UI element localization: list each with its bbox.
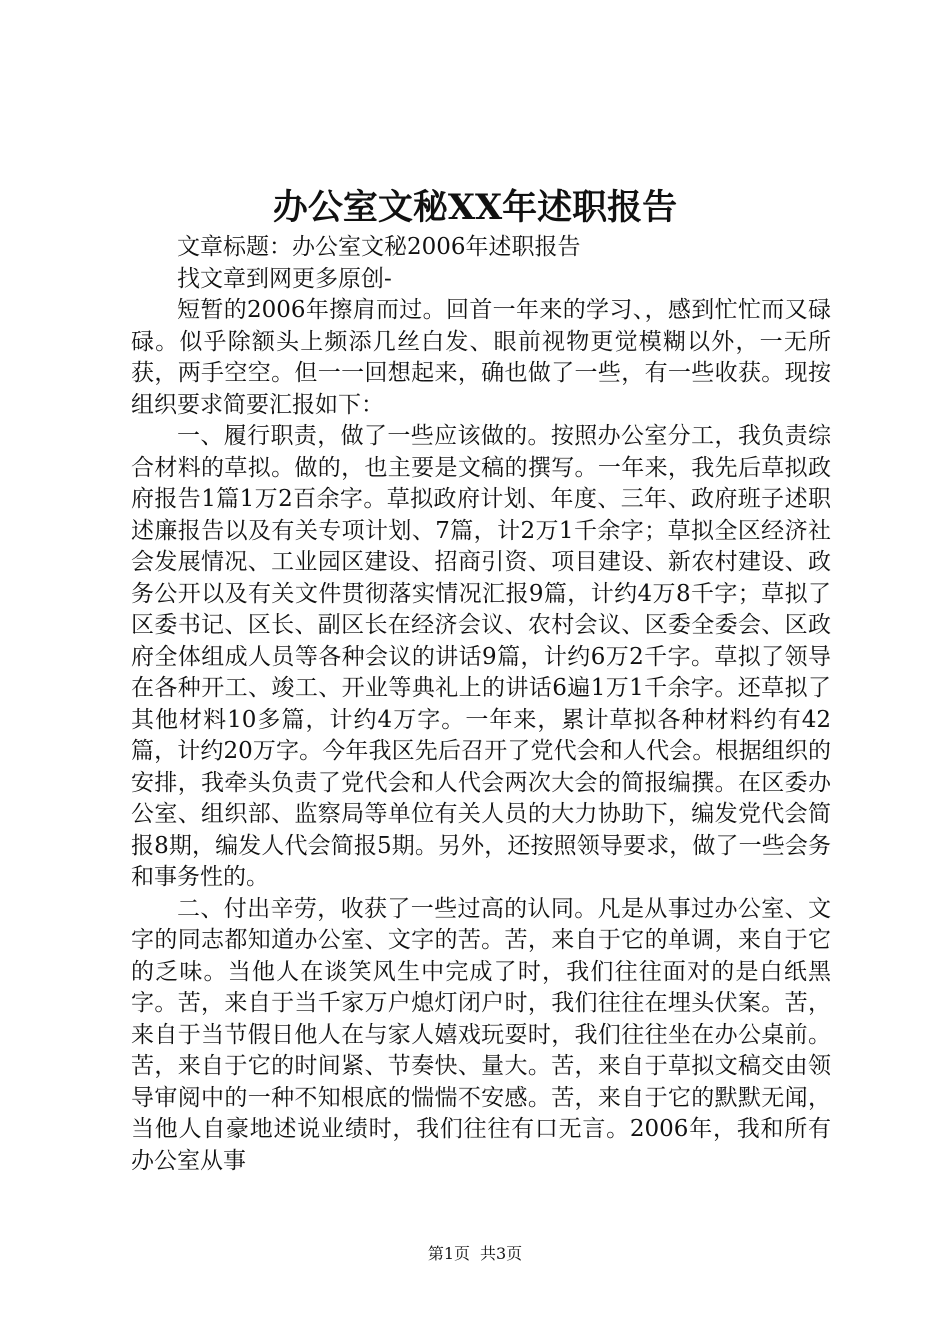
page-footer xyxy=(0,1243,950,1265)
section-two-paragraph: 二、付出辛劳，收获了一些过高的认同。凡是从事过办公室、文字的同志都知道办公室、文字的苦。苦，来自于它的单调，来自于它的乏味。当他人在谈笑风生中完成了时，我们往往面对的是白纸黑字。苦，来自于当千家万户熄灯闭户时，我们往往在埋头伏案。苦，来自于当节假日他人在与家人嬉戏玩耍时，我们往往坐在办公桌前。苦，来自于它的时间紧、节奏快、量大。苦，来自于草拟文稿交由领导审阅中的一种不知根底的惴惴不安感。苦，来自于它的默默无闻，当他人自豪地述说业绩时，我们往往有口无言。2006年，我和所有办公室从事 xyxy=(131,895,831,1174)
page-total: 共3页 xyxy=(480,1244,523,1263)
intro-paragraph: 短暂的2006年擦肩而过。回首一年来的学习、，感到忙忙而又碌碌。似乎除额头上频添几丝白发、眼前视物更觉模糊以外，一无所获，两手空空。但一一回想起来，确也做了一些，有一些收获。现按组织要求简要汇报如下： xyxy=(131,297,831,418)
section-one-paragraph: 一、履行职责，做了一些应该做的。按照办公室分工，我负责综合材料的草拟。做的，也主要是文稿的撰写。一年来，我先后草拟政府报告1篇1万2百余字。草拟政府计划、年度、三年、政府班子述职述廉报告以及有关专项计划、7篇，计2万1千余字；草拟全区经济社会发展情况、工业园区建设、招商引资、项目建设、新农村建设、政务公开以及有关文件贯彻落实情况汇报9篇，计约4万8千字；草拟了区委书记、区长、副区长在经济会议、农村会议、区委全委会、区政府全体组成人员等各种会议的讲话9篇，计约6万2千字。草拟了领导在各种开工、竣工、开业等典礼上的讲话6遍1万1千余字。还草拟了其他材料10多篇，计约4万字。一年来，累计草拟各种材料约有42篇，计约20万字。今年我区先后召开了党代会和人代会。根据组织的安排，我牵头负责了党代会和人代会两次大会的简报编撰。在区委办公室、组织部、监察局等单位有关人员的大力协助下，编发党代会简报8期，编发人代会简报5期。另外，还按照领导要求，做了一些会务和事务性的。 xyxy=(131,423,831,890)
page-number: 第1页 xyxy=(427,1244,470,1263)
article-title-line: 文章标题：办公室文秘2006年述职报告 xyxy=(177,234,581,260)
source-line: 找文章到网更多原创- xyxy=(177,265,392,292)
document-body xyxy=(131,232,831,1177)
document-title: 办公室文秘XX年述职报告 xyxy=(272,187,678,228)
